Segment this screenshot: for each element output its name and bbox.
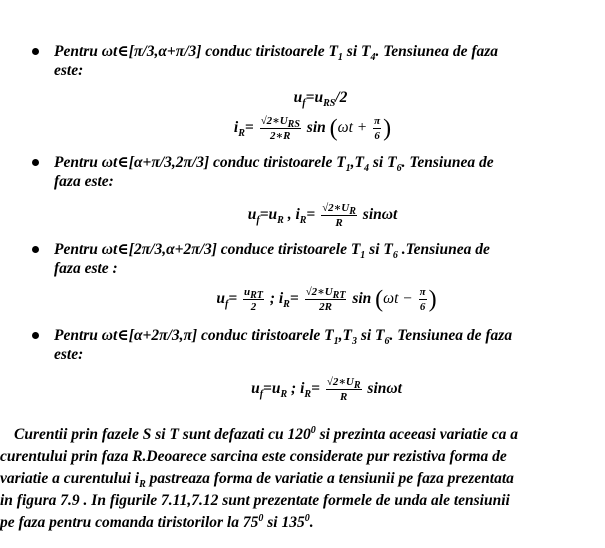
paragraph-line-3: variatie a curentului $i_R$ pastreaza forma de variatie a tensiunii pe faza prezentata	[0, 470, 514, 491]
formula-uf-ur-2: $u_f=u_R$ ; $i_R=$ $\frac{√2∗U_R}{R}$ sinωt	[251, 376, 402, 403]
formula-ir-1: $i_R=$ $\frac{√2∗U_{RS}}{2∗R}$ sin (ωt + $\frac{\pi}{6}$ )	[233, 115, 392, 142]
bullet-dot	[32, 159, 39, 166]
fraction: $\frac{u_{RT}}{2}$	[244, 286, 263, 313]
bullet-text: Pentru ωt∈[α+π/3,2π/3] conduc tiristoarele $T_1,T_4$ si $T_6$. Tensiunea de faza este:	[54, 154, 494, 190]
body-paragraph	[0, 424, 605, 534]
bullet-text: Pentru ωt∈[α+2π/3,π] conduc tiristoarele $T_1,T_3$ si $T_6$. Tensiunea de faza este:	[54, 327, 513, 363]
bullet-line: si T	[342, 43, 371, 60]
paragraph-line-1: Curentii prin fazele S si T sunt defazati cu $120^0$ si prezinta aceeasi variatie ca a	[14, 424, 519, 443]
paragraph-line-4: in figura 7.9 . In figurile 7.11,7.12 sunt prezentate formele de unda ale tensiunii	[0, 492, 510, 509]
bullet-dot	[32, 332, 39, 339]
bullet-item-4	[24, 326, 599, 364]
fraction: $\frac{\pi}{6}$	[374, 115, 381, 142]
bullet-dot	[32, 48, 39, 55]
fraction: $\frac{√2∗U_{RS}}{2∗R}$	[260, 115, 300, 142]
bullet-line-2: este:	[54, 62, 84, 79]
bullet-text: Pentru ωt∈[2π/3,α+2π/3] conduce tiristoarele $T_1$ si $T_6$ .Tensiunea de faza este :	[54, 241, 490, 277]
fraction: $\frac{√2∗U_R}{R}$	[326, 376, 361, 403]
fraction: $\frac{√2∗U_R}{R}$	[322, 202, 356, 229]
bullet-dot	[32, 246, 39, 253]
bullet-item-2	[24, 153, 599, 191]
formula-uf-urt: $u_f=$ $\frac{u_{RT}}{2}$ ; $i_R=$ $\frac{√2∗U_{RT}}{2R}$ sin (ωt − $\frac{\pi}{6}$ )	[216, 286, 437, 313]
fraction: $\frac{√2∗U_{RT}}{2R}$	[305, 286, 346, 313]
bullet-line: . Tensiunea de faza	[375, 43, 499, 60]
bullet-text	[54, 42, 599, 80]
bullet-item-3	[24, 240, 599, 278]
subscript: 4	[370, 52, 376, 64]
subscript: 1	[337, 52, 343, 64]
bullet-line: Pentru ωt∈[π/3,α+π/3] conduc tiristoarele T	[54, 43, 338, 60]
paragraph-line-5: pe faza pentru comanda tiristorilor la $75^0$ si $135^0$.	[0, 512, 314, 531]
fraction: $\frac{\pi}{6}$	[419, 286, 426, 313]
formula-uf-ur-1: $u_f=u_R$ , $i_R=$ $\frac{√2∗U_R}{R}$ sinωt	[247, 202, 398, 229]
bullet-item-1	[24, 42, 599, 80]
paragraph-line-2: curentului prin faza R.Deoarece sarcina este considerate pur rezistiva forma de	[0, 448, 507, 465]
formula-uf-urs: $u_f=u_{RS}/2$	[293, 89, 348, 110]
